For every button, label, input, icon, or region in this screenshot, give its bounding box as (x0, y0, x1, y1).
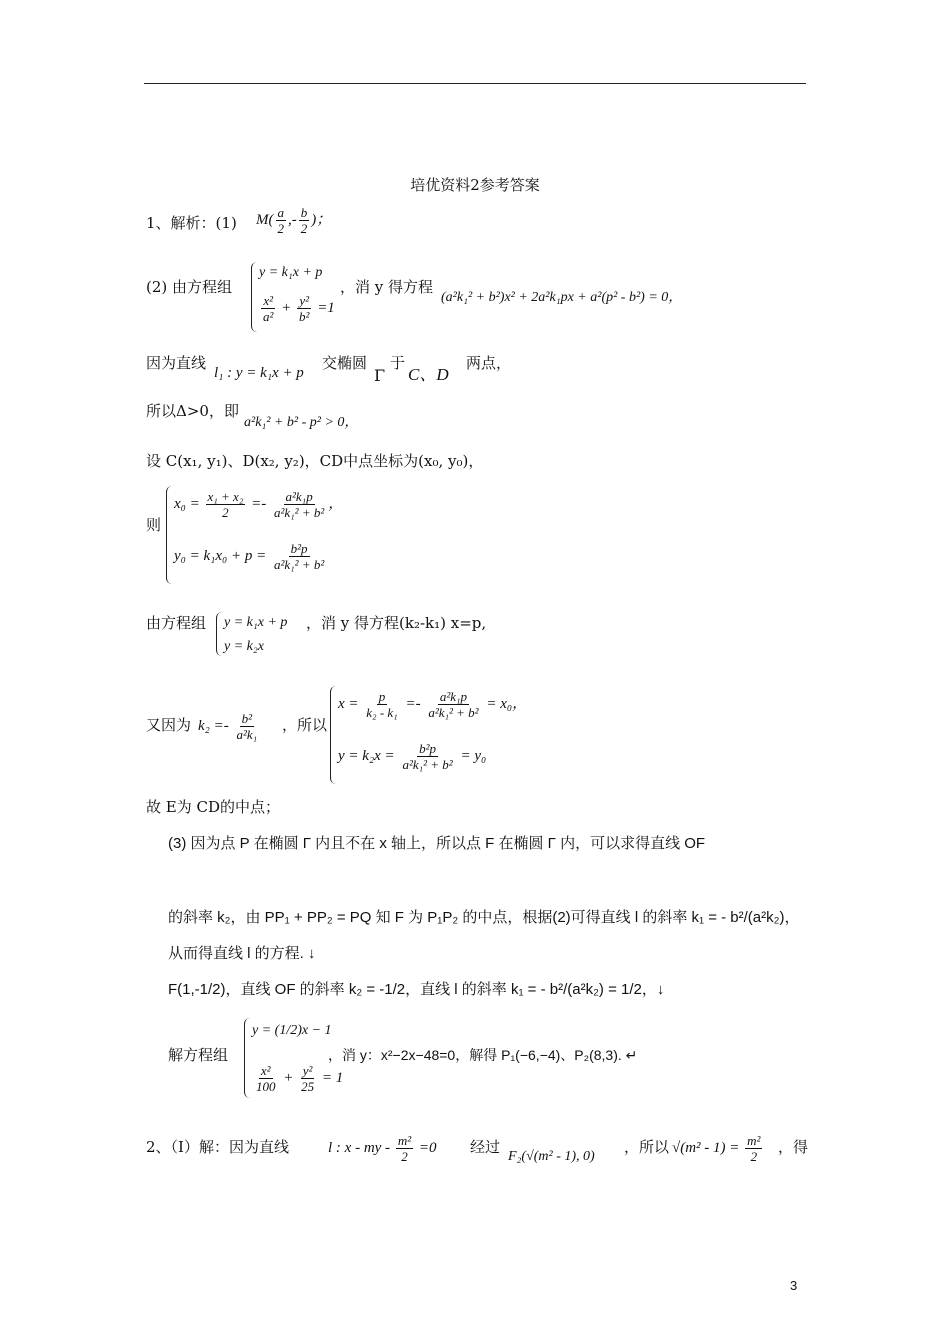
gamma-symbol: Γ (374, 366, 386, 385)
part3-line1: (3) 因为点 P 在椭圆 Γ 内且不在 x 轴上，所以点 F 在椭圆 Γ 内，可以求得直线 OF (168, 835, 706, 852)
so-text: ，所以 (282, 716, 328, 734)
line-text-a: 因为直线 (146, 354, 207, 372)
q2-line-expr: l : x - my - $\frac{\text{m²}}{2}$ =0 (328, 1133, 437, 1164)
conclusion: 故 E为 CD的中点； (146, 798, 280, 816)
solve-eq1: y = (1/2)x − 1 (252, 1023, 332, 1038)
q1-label: 1、解析：(1) (146, 214, 237, 232)
set-text: 设 C(x₁, y₁)、D(x₂, y₂)，CD中点坐标为(x₀, y₀)， (146, 452, 484, 470)
q2-point: F₂(√(m² - 1), 0) (508, 1149, 595, 1164)
system-brace (251, 262, 258, 332)
y0-expr: y₀ = k₁x₀ + p = $\frac{\text{b²p}}{\text{a²k₁² + b²}}$ (174, 541, 325, 572)
line-text-c: 于 (390, 354, 406, 372)
solve-eq2: $\frac{\text{x²}}{100}$ + $\frac{\text{y²}}{25}$ = 1 (256, 1063, 344, 1094)
q2-tail: ，得 (778, 1138, 809, 1156)
delta-text: 所以Δ>0，即 (146, 402, 239, 420)
part3-line4: F(1,-1/2)，直线 OF 的斜率 k₂ = -1/2，直线 l 的斜率 k₁ = - b²/(a²k₂) = 1/2，↓ (168, 981, 665, 998)
q2-pass: 经过 (470, 1138, 501, 1156)
also-text: 又因为 (146, 716, 192, 734)
sys2-brace (216, 612, 223, 656)
k2-expr: k₂ =- $\frac{\text{b²}}{\text{a²k₁}}$ (198, 711, 258, 742)
page-number: 3 (790, 1278, 798, 1293)
q1-part2-label: (2) 由方程组 (146, 278, 233, 296)
part3-line2: 的斜率 k₂，由 PP₁ + PP₂ = PQ 知 F 为 P₁P₂ 的中点，根据(2)可得直线 l 的斜率 k₁ = - b²/(a²k₂)， (168, 909, 800, 926)
delta-expr: a²k₁² + b² - p² > 0， (244, 415, 359, 430)
sys1-eq2: $\frac{\text{x²}}{\text{a²}}$ + $\frac{\text{y²}}{\text{b²}}$ =1 (263, 293, 335, 324)
header-rule (144, 83, 806, 84)
solve-label: 解方程组 (168, 1047, 229, 1064)
y-expr: y = k₂x = $\frac{\text{b²p}}{\text{a²k₁² + b²}}$ = y₀ (338, 741, 487, 772)
part3-line3: 从而得直线 l 的方程. ↓ (168, 945, 316, 962)
solve-tail: ，消 y：x²−2x−48=0，解得 P₁(−6,−4)、P₂(8,3). ↵ (328, 1047, 638, 1063)
then-text: 则 (146, 516, 162, 534)
solve-brace (244, 1018, 251, 1098)
x-expr: x = $\frac{p}{\text{k₂ - k₁}}$ =- $\frac{\text{a²k₁p}}{\text{a²k₁² + b²}}$ = x₀， (338, 689, 528, 720)
so-brace (330, 686, 337, 784)
points-cd: C、D (408, 365, 449, 384)
page-title: 培优资料2参考答案 (410, 176, 540, 194)
line-expr: l₁ : y = k₁x + p (214, 365, 304, 381)
sys1-eq1: y = k₁x + p (259, 265, 323, 280)
q2-label: 2、（Ⅰ）解：因为直线 (146, 1138, 289, 1156)
equation1: (a²k₁² + b²)x² + 2a²k₁px + a²(p² - b²) = 0， (441, 290, 683, 305)
line-text-d: 两点， (466, 354, 512, 372)
sys2-eq2: y = k₂x (224, 639, 264, 654)
line-text-b: 交椭圆 (322, 354, 368, 372)
eliminate-text: ，消 y 得方程 (340, 278, 434, 296)
sys2-label: 由方程组 (146, 614, 207, 632)
q2-so: ，所以 (624, 1138, 670, 1156)
then-brace (166, 486, 173, 584)
x0-expr: x₀ = $\frac{\text{x₁ + x₂}}{2}$ =- $\frac{\text{a²k₁p}}{\text{a²k₁² + b²}}$ ， (174, 489, 344, 520)
q2-eq: √(m² - 1) = $\frac{\text{m²}}{2}$ (672, 1133, 761, 1164)
q1-part1-expr: M( $\frac{a}{2}$ ,- $\frac{b}{2}$ )； (256, 205, 332, 236)
sys2-eq1: y = k₁x + p (224, 615, 288, 630)
sys2-tail: ，消 y 得方程(k₂-k₁) x=p, (306, 614, 487, 632)
